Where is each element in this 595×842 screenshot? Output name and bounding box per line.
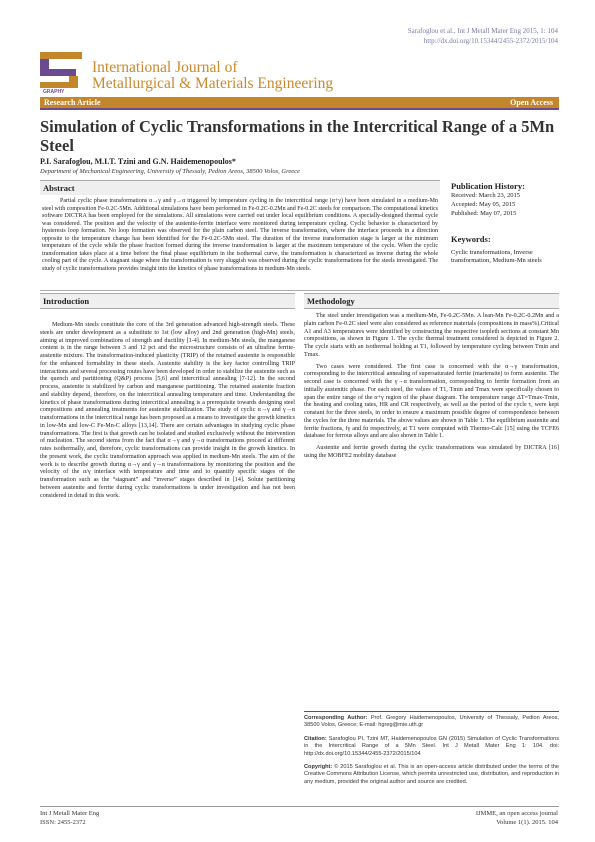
citation-text: Sarafoglou et al., Int J Metall Mater Eng 2015, 1: 104	[407, 27, 558, 35]
journal-logo	[40, 52, 82, 94]
correspondence-block	[304, 711, 559, 786]
methodology-paragraph-2: Two cases were considered. The first case is concerned with the α→γ transformation, corresponding to the intercritical annealing of supersaturated ferrite (martensite) to form austenite. The second case is concerned with the γ→α transformation, corresponding to ferrite formation from an initially austenitic phase. For each steel, the values of T1, Tmin and Tmax were specifically chosen to span the entire range of the α+γ region of the phase diagram. The temperature range ΔT=Tmax-Tmin, the heating and cooling rates, HR and CR respectively, as well as the period of the cycle τ, were kept constant for the three steels, in order to ensure a maximum possible degree of correspondence between the cycles for the three materials. The above values are shown in Table 1. The equilibrium austenite and ferrite fractions, fγ and fα respectively, at T1 were computed with Thermo-Calc [15] using the TCFE6 database for ferrous alloys and are also shown in Table 1.	[304, 363, 559, 440]
footer-volume: Volume 1(1). 2015. 104	[496, 819, 558, 826]
corresponding-author	[304, 715, 559, 730]
article-type-bar	[40, 97, 559, 108]
article-title: Simulation of Cyclic Transformations in the Intercritical Range of a 5Mn Steel	[40, 117, 555, 155]
citation-label: Citation:	[304, 735, 327, 742]
publication-history-heading: Publication History:	[451, 181, 525, 191]
footer-divider	[40, 806, 559, 807]
methodology-section	[304, 293, 559, 461]
received-date: Received: March 23, 2015	[451, 192, 520, 199]
corresponding-author-label: Corresponding Author:	[304, 715, 368, 721]
footer-journal: Int J Metall Mater Eng	[40, 810, 100, 817]
article-affiliation: Department of Mechanical Engineering, University of Thessaly, Pedion Areos, 38500 Volos, Greece	[40, 168, 300, 175]
keywords-text: Cyclic transformations, Inverse transformation, Medium-Mn steels	[451, 249, 542, 264]
footer-access: IJMME, an open access journal	[475, 810, 558, 817]
methodology-heading: Methodology	[304, 293, 559, 309]
abstract-box	[40, 180, 440, 291]
copyright-block	[304, 764, 559, 786]
citation-block	[304, 736, 559, 758]
corresponding-author-text: Prof. Gregory Haidemenopoulos, University of Thessaly, Pedion Areos, 38500 Volos, Greece; E-mail: hgreg@mie.uth.gr	[304, 715, 559, 729]
footer-left	[40, 809, 99, 827]
copyright-body: © 2015 Sarafoglou et al. This is an open-access article distributed under the terms of the Creative Commons Attribution License, which permits unrestricted use, distribution, and reproduction in any medium, provided the original author and source are credited.	[304, 764, 559, 785]
abstract-text: Partial cyclic phase transformations α→γ and γ→α triggered by temperature cycling in the intercritical range (α+γ) have been simulated in a medium-Mn steel with composition Fe-0.2C-5Mn. Additional simulations have been performed in Fe-0.2C-0.2Mn and Fe-0.2C steels for comparison. The computational kinetics software DICTRA has been employed for the simulations. All simulations were carried out under local equilibrium conditions. A specially-designed thermal cycle was considered. The position and the velocity of the austenite-ferrite interface were monitored during temperature cycling. Cyclic behavior is characterized by hysteresis loop formation. No loop formation was observed for the plain carbon steel. The inverse transformation, where the interface proceeds in a direction opposite to the temperature change has been identified for the Fe-0.2C-5Mn steel. The duration of the inverse transformation stage is larger at the minimum temperature of the cycle while the phase fraction formed during the inverse transformation is larger at the maximum temperature of the cycle. When the cyclic transformation takes place at a time before the final phase equilibrium in the isothermal curve, the transformation is characterized as inverse during the whole cooling part of the cycle. A stagnant stage where the transformation is very sluggish was observed during the cyclic transformations for the steels investigated. The study of cyclic transformations provides insight into the kinetics of phase transformations in medium-Mn steels.	[42, 198, 438, 272]
keywords-heading: Keywords:	[451, 234, 491, 244]
article-type-label: Research Article	[44, 98, 101, 107]
methodology-paragraph-3: Austenite and ferrite growth during the cyclic transformations was simulated by DICTRA [16] using the MOBFE2 mobility database	[304, 445, 559, 459]
header-citation	[408, 26, 558, 46]
accepted-date: Accepted: May 05, 2015	[451, 201, 516, 208]
footer-right	[476, 809, 558, 827]
article-authors: P.I. Sarafoglou, M.I.T. Tzini and G.N. Haidemenopoulos*	[40, 157, 236, 166]
journal-name[interactable]	[92, 60, 333, 92]
doi-link[interactable]: http://dx.doi.org/10.15344/2455-2372/2015/104	[423, 37, 558, 45]
introduction-heading: Introduction	[40, 293, 295, 309]
published-date: Published: May 07, 2015	[451, 210, 517, 217]
abstract-heading: Abstract	[40, 181, 440, 195]
methodology-paragraph-1: The steel under investigation was a medium-Mn, Fe-0.2C-5Mn. A lean-Mn Fe-0.2C-0.2Mn and a plain carbon Fe-0.2C steel were also considered as reference materials (compositions in mass%).Critical A1 and A3 temperatures were identified by constructing the respective isopleth sections at constant Mn compositions, as shown in Figure 1. The cyclic thermal treatment considered is depicted in Figure 2. The cycle starts with an isothermal holding at T1, followed by temperature cycling between Tmin and Tmax.	[304, 313, 559, 358]
bar-divider	[40, 108, 559, 110]
keywords-block	[451, 234, 561, 265]
open-access-label: Open Access	[510, 98, 553, 107]
publication-history	[451, 181, 561, 218]
journal-name-line1: International Journal of	[92, 59, 238, 76]
svg-text:GRAPHY: GRAPHY	[43, 89, 65, 94]
journal-name-line2: Metallurgical & Materials Engineering	[92, 75, 334, 92]
citation-body: Sarafoglou PI, Tzini MT, Haidemenopoulos GN (2015) Simulation of Cyclic Transformations in the Intercritical Range of a 5Mn Steel. Int J Metall Mater Eng 1: 104. doi: http://dx.doi.org/10.15344/2455-2372/2015/104	[304, 735, 560, 757]
introduction-section	[40, 293, 295, 500]
introduction-paragraph: Medium-Mn steels constitute the core of the 3rd generation advanced high-strength steels. These steels are under development as a substitute to 1st (low alloy) and 2nd generation (high-Mn) steels, aiming at improved combinations of strength and ductility [1-4]. In medium-Mn steels, the manganese content is in the range between 3 and 12 pct and the microstructure consists of an ultrafine ferrite-austenite mixture. The transformation-induced plasticity (TRIP) of the retained austenite is responsible for the enhanced formability in these steels. Austenite stability is the key factor controlling TRIP interactions and several processing routes have been developed in order to stabilize the austenite such as the quench and partitioning (Q&P) process [5,6] and intercritical annealing [7-12]. In the second process, austenite is stabilized by carbon and manganese partitioning. The retained austenite fraction and stability depend, therefore, on the intercritical annealing temperature and time. Understanding the kinetics of phase transformations during intercritical annealing is a prerequisite towards designing steel compositions and annealing treatments for austenite stabilization. The study of cyclic α→γ and γ→α transformations in the intercritical range has been proposed as a means to investigate the growth kinetics in low-Mn and low-C Fe-Mn-C alloys [13,14]. There are certain advantages in studying cyclic phase transformations. The first is that growth can be isolated and studied exclusively without the intervention of nucleation. The second stems from the fact that α→γ and γ→α transformations proceed at different rates isothermally, and, therefore, cyclic transformations can provide insight in the growth kinetics. In the present work, the cyclic transformation approach was applied in medium-Mn steels. The aim of the work is to describe growth during α→γ and γ→α transformations by monitoring the position and the velocity of the α/γ interface with temperature and time and to quantify specific stages of the transformation such as the “stagnant” and “inverse” stages described in [14]. Solute partitioning between austenite and ferrite during cyclic transformations is under investigation and has not been considered in detail in this work.	[40, 322, 296, 499]
copyright-label: Copyright:	[304, 764, 333, 771]
footer-issn: ISSN: 2455-2372	[40, 819, 86, 826]
